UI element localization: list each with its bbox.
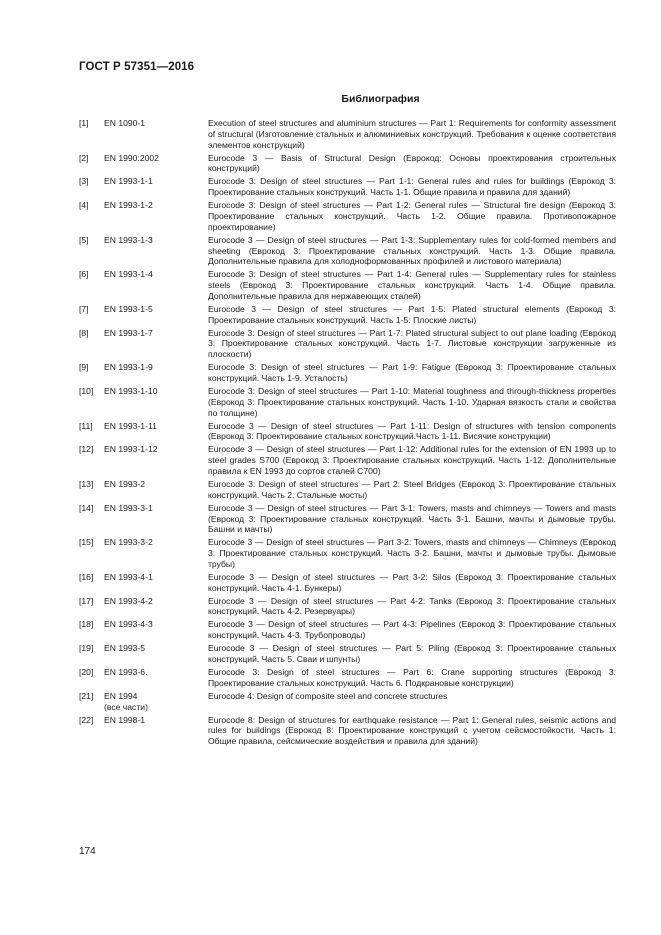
bibliography-entry — [79, 596, 616, 618]
entry-number: [17] — [79, 595, 94, 606]
entry-number: [2] — [79, 152, 89, 163]
entry-number: [19] — [79, 643, 94, 654]
entry-number: [7] — [79, 303, 89, 314]
entry-description: Eurocode 8: Design of structures for earthquake resistance — Part 1: General rules, seismic actions and rules for buildings (Еврокод 8: Проектирование конструкций с учетом сейсмостойкости. Часть 1: Общие правила, сейсмические воздействия и правила для зданий) — [208, 714, 616, 747]
entry-number: [1] — [79, 118, 89, 128]
entry-standard: EN 1993-1-9 — [104, 362, 153, 373]
entry-number: [6] — [79, 269, 89, 280]
entry-description: Eurocode 3 — Basis of Structural Design (Еврокод: Основы проектирования строительных конструкций) — [208, 152, 616, 174]
entry-number: [5] — [79, 234, 89, 245]
entry-description: Eurocode 3 — Design of steel structures — Part 1-11: Design of structures with tension components (Еврокод 3: Проектирование стальных конструкций.Часть 1-11. Висячие конструкции) — [208, 420, 616, 442]
entry-standard: EN 1990:2002 — [104, 152, 159, 163]
entry-number: [11] — [79, 420, 93, 431]
entry-number: [8] — [79, 327, 89, 338]
entry-number: [3] — [79, 176, 89, 187]
entry-description: Eurocode 3: Design of steel structures — Part 2: Steel Bridges (Еврокод 3: Проектирование стальных конструкций. Часть 2. Стальные мосты) — [208, 478, 616, 500]
bibliography-entry — [79, 328, 616, 360]
entry-description: Execution of steel structures and aluminium structures — Part 1: Requirements for conformity assessment of structural (Изготовление стальных и алюминиевых конструкций. Требования к оценке соответствия элементов конструкций) — [208, 118, 616, 150]
entry-description: Eurocode 3: Design of steel structures — Part 1-2: General rules — Structural fire design (Еврокод 3: Проектирование стальных конструкций. Часть 1-2. Общие правила. Противопожарное проектирование) — [208, 200, 616, 232]
entry-description: Eurocode 3: Design of steel structures — Part 1-9: Fatigue (Еврокод 3: Проектирование стальных конструкций. Часть 1-9. Усталость) — [208, 362, 616, 384]
entry-description: Eurocode 3: Design of steel structures — Part 1-7: Plated structural subject to out plane loading (Еврокод 3: Проектирование стальных конструкций. Часть 1-7. Листовые конструкции загруженные из плоскости) — [208, 327, 616, 360]
entry-description: Eurocode 3 — Design of steel structures — Part 1-5: Plated structural elements (Еврокод 3: Проектирование стальных конструкций. Часть 1-5: Плоские листы) — [208, 303, 616, 325]
bibliography-entry — [79, 386, 616, 418]
entry-number: [9] — [79, 362, 89, 373]
bibliography-entry — [79, 479, 616, 501]
entry-description: Eurocode 3: Design of steel structures — Part 1-4: General rules — Supplementary rules for stainless steels (Еврокод 3: Проектирование стальных конструкций. Часть 1-4. Общие правила. Дополнительные правила для нержавеющих сталей) — [208, 269, 616, 301]
bibliography-entry — [79, 269, 616, 301]
entry-standard: EN 1993-2 — [104, 478, 146, 489]
bibliography-entry — [79, 235, 616, 267]
entry-number: [4] — [79, 200, 89, 211]
entry-standard: EN 1993-1-4 — [104, 269, 153, 280]
entry-standard: EN 1998-1 — [104, 714, 146, 725]
entry-standard: EN 1993-1-5 — [104, 303, 153, 314]
entry-standard: EN 1993-1-2 — [104, 200, 153, 211]
entry-standard: EN 1993-1-11 — [104, 420, 157, 431]
entry-standard: EN 1993-4-3 — [104, 619, 153, 630]
entry-number: [12] — [79, 444, 94, 455]
entry-description: Eurocode 3 — Design of steel structures — Part 5: Piling (Еврокод 3: Проектирование стальных конструкций. Часть 5. Сваи и шпунты) — [208, 643, 616, 665]
entry-standard: EN 1994 (все части) — [104, 690, 148, 712]
bibliography-entry — [79, 118, 616, 150]
document-header: ГОСТ Р 57351—2016 — [79, 61, 195, 73]
bibliography-entry — [79, 200, 616, 232]
bibliography-entry — [79, 691, 616, 713]
bibliography-entry — [79, 715, 616, 747]
bibliography-entry — [79, 619, 616, 641]
entry-standard: EN 1993-3-1 — [104, 502, 153, 513]
entry-number: [22] — [79, 714, 94, 725]
entry-number: [10] — [79, 386, 94, 397]
entry-standard: EN 1993-1-7 — [104, 327, 153, 338]
page-number: 174 — [79, 846, 96, 857]
entry-description: Eurocode 3 — Design of steel structures — Part 3-1: Towers, masts and chimneys — Towers and masts (Еврокод 3: Проектирование стальных конструкций. Часть 3-1. Башни, мачты и дымовые трубы. Башни и мачты) — [208, 502, 616, 535]
entry-description: Eurocode 3 — Design of steel structures — Part 4-3: Pipelines (Еврокод 3: Проектирование стальных конструкций. Часть 4-3. Трубопроводы) — [208, 619, 616, 641]
entry-description: Eurocode 3: Design of steel structures — Part 1-1: General rules and rules for buildings (Еврокод 3: Проектирование стальных конструкций. Часть 1-1. Общие правила и правила для зданий) — [208, 176, 616, 198]
entry-description: Eurocode 3 — Design of steel structures — Part 3-2: Silos (Еврокод 3: Проектирование стальных конструкций. Часть 4-1. Бункеры) — [208, 571, 616, 593]
entry-standard: EN 1993-1-12 — [104, 444, 158, 455]
entry-standard: EN 1993-1-3 — [104, 234, 153, 245]
entry-number: [16] — [79, 571, 94, 582]
entry-standard: EN 1090-1 — [104, 118, 146, 128]
bibliography-entry — [79, 304, 616, 326]
entry-standard: EN 1993-6. — [104, 667, 148, 678]
entry-standard: EN 1993-5 — [104, 643, 146, 654]
entry-standard: EN 1993-4-2 — [104, 595, 153, 606]
entry-description: Eurocode 3 — Design of steel structures — Part 3-2: Towers, masts and chimneys — Chimneys (Еврокод 3: Проектирование стальных конструкций. Часть 3-2. Башни, мачты и дымовые трубы. Дымовые трубы) — [208, 537, 616, 569]
bibliography-entry — [79, 362, 616, 384]
section-title: Библиография — [341, 93, 420, 105]
entry-description: Eurocode 3 — Design of steel structures — Part 4-2: Tanks (Еврокод 3: Проектирование стальных конструкций. Часть 4-2. Резервуары) — [208, 595, 616, 617]
entry-number: [20] — [79, 667, 94, 678]
entry-description: Eurocode 4: Design of composite steel and concrete structures — [208, 690, 448, 701]
entry-standard: EN 1993-4-1 — [104, 571, 153, 582]
bibliography-entry — [79, 444, 616, 476]
entry-number: [14] — [79, 502, 94, 513]
entry-number: [21] — [79, 690, 94, 701]
bibliography-entry — [79, 153, 616, 175]
bibliography-entry — [79, 176, 616, 198]
bibliography-entry — [79, 537, 616, 569]
entry-description: Eurocode 3: Design of steel structures — Part 6: Crane supporting structures (Еврокод 3: Проектирование стальных конструкций. Часть 6. Подкрановые конструкции) — [208, 667, 616, 688]
bibliography-entry — [79, 572, 616, 594]
entry-description: Eurocode 3 — Design of steel structures — Part 1-12: Additional rules for the extension of EN 1993 up to steel grades S700 (Еврокод 3: Проектирование стальных конструкций. Часть 1-12. Дополнительные правила к EN 1993 до сортов сталей С700) — [208, 444, 616, 476]
entry-number: [15] — [79, 537, 94, 548]
entry-standard: EN 1993-1-10 — [104, 386, 158, 397]
entry-description: Eurocode 3: Design of steel structures — Part 1-10: Material toughness and through-thickness properties (Еврокод 3: Проектирование стальных конструкций. Часть 1-10. Ударная вязкость стали и свойства по толщине) — [208, 386, 616, 418]
entry-number: [13] — [79, 478, 94, 489]
entry-number: [18] — [79, 619, 94, 630]
bibliography-entry — [79, 667, 616, 689]
bibliography-entry — [79, 503, 616, 535]
bibliography-entry — [79, 643, 616, 665]
bibliography-list — [79, 118, 616, 749]
entry-standard: EN 1993-3-2 — [104, 537, 153, 548]
bibliography-entry — [79, 421, 616, 443]
entry-description: Eurocode 3 — Design of steel structures — Part 1-3: Supplementary rules for cold-formed members and sheeting (Еврокод 3: Проектирование стальных конструкций. Часть 1-3. Общие правила. Дополнительные правила для холодноформованных профилей и листового материала) — [208, 234, 616, 267]
entry-standard: EN 1993-1-1 — [104, 176, 153, 187]
